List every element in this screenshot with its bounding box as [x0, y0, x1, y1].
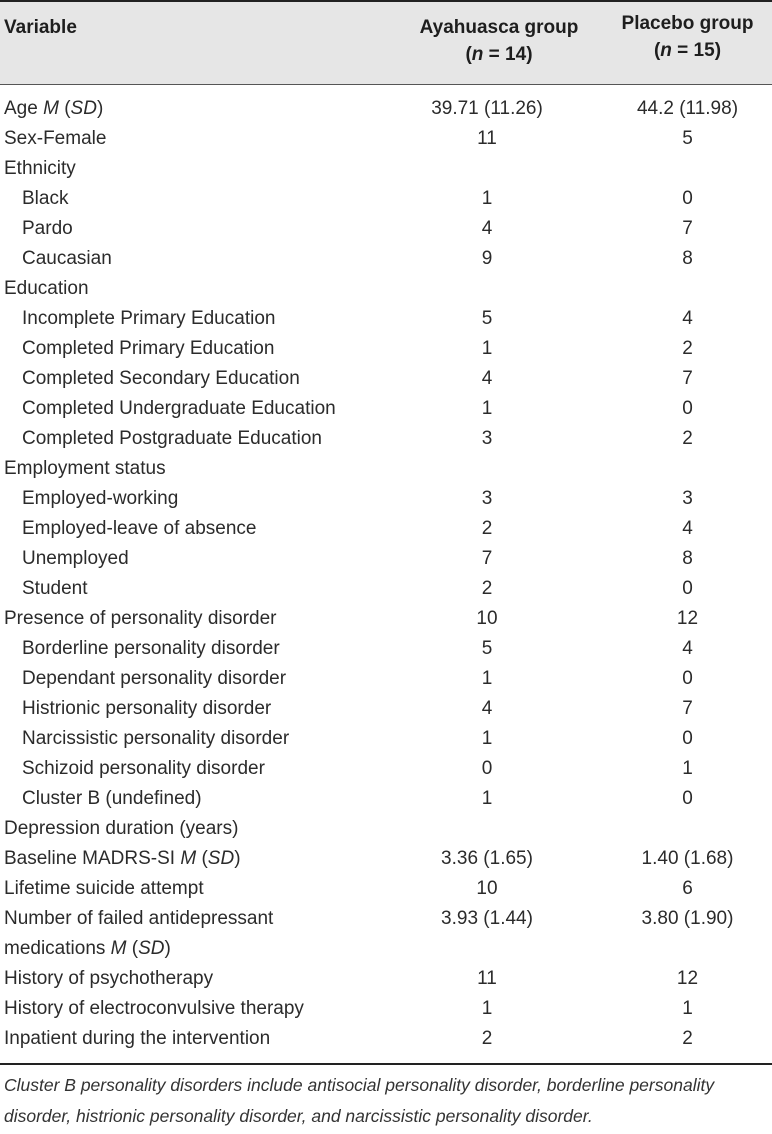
placebo-value: 12 [676, 968, 699, 989]
row-label-text: Incomplete Primary Education [22, 308, 276, 329]
row-label-text: History of psychotherapy [4, 968, 214, 989]
placebo-header-title: Placebo group [621, 13, 754, 34]
placebo-value: 0 [682, 188, 693, 209]
row-label-text: Ethnicity [4, 158, 76, 179]
ayahuasca-value: 1 [481, 188, 493, 209]
placebo-value: 0 [682, 398, 693, 419]
row-label-text: Dependant personality disorder [22, 668, 287, 689]
table-row [0, 124, 772, 154]
table-row [0, 394, 772, 424]
row-label-stat-sd: SD [138, 938, 165, 959]
table-row [0, 364, 772, 394]
column-header-placebo [605, 10, 770, 64]
placebo-value: 8 [682, 248, 693, 269]
table-row [0, 994, 772, 1024]
row-label [4, 94, 103, 124]
row-label-text: Borderline personality disorder [22, 638, 280, 659]
table-row [0, 784, 772, 814]
table-row [0, 694, 772, 724]
row-label [4, 274, 89, 304]
placebo-value: 6 [682, 878, 693, 899]
row-label [22, 784, 202, 814]
row-label-text: Completed Secondary Education [22, 368, 300, 389]
ayahuasca-value: 0 [481, 758, 493, 779]
placebo-value: 3 [682, 488, 693, 509]
placebo-value: 2 [682, 428, 693, 449]
row-label-text: Schizoid personality disorder [22, 758, 265, 779]
row-label-text: Baseline MADRS-SI [4, 848, 181, 869]
placebo-value: 8 [682, 548, 693, 569]
ayahuasca-n-value: = 14) [483, 44, 533, 65]
table-row [0, 664, 772, 694]
row-label-text: Inpatient during the intervention [4, 1028, 271, 1049]
table-row [0, 754, 772, 784]
row-label [22, 244, 112, 274]
row-label [4, 844, 241, 874]
row-label [22, 424, 322, 454]
placebo-value: 0 [682, 578, 693, 599]
row-label [22, 754, 265, 784]
row-label-text: Sex-Female [4, 128, 107, 149]
ayahuasca-header-n: (n = 14) [465, 44, 533, 65]
table-row [0, 634, 772, 664]
placebo-value: 0 [682, 728, 693, 749]
row-label-text: Depression duration (years) [4, 818, 239, 839]
table-row [0, 964, 772, 994]
row-label [22, 394, 336, 424]
table-row [0, 454, 772, 484]
row-label [4, 964, 213, 994]
table-row [0, 214, 772, 244]
row-label-text: History of electroconvulsive therapy [4, 998, 304, 1019]
table-row [0, 874, 772, 904]
placebo-value: 3.80 (1.90) [641, 908, 734, 929]
table-row [0, 424, 772, 454]
row-label-stat-m: M [43, 98, 59, 119]
row-label [22, 304, 275, 334]
row-label-text: Employment status [4, 458, 166, 479]
ayahuasca-value: 3.36 (1.65) [441, 848, 533, 869]
ayahuasca-value: 3 [481, 488, 493, 509]
row-label [4, 154, 76, 184]
row-label [22, 664, 286, 694]
row-label-text: Age [4, 98, 44, 119]
placebo-value: 0 [682, 788, 693, 809]
table-bottom-rule [0, 1063, 772, 1065]
ayahuasca-value: 1 [481, 998, 493, 1019]
row-label-text: Number of failed antidepressant [4, 908, 274, 929]
row-label [4, 454, 166, 484]
row-label [22, 484, 178, 514]
ayahuasca-value: 4 [481, 698, 493, 719]
ayahuasca-value: 1 [481, 788, 493, 809]
table-row [0, 274, 772, 304]
ayahuasca-value: 2 [481, 578, 493, 599]
table-row [0, 604, 772, 634]
row-label [4, 994, 304, 1024]
row-label-text: Caucasian [22, 248, 112, 269]
placebo-value: 0 [682, 668, 693, 689]
ayahuasca-value: 10 [476, 608, 498, 629]
row-label [22, 574, 88, 604]
placebo-value: 2 [682, 338, 693, 359]
placebo-value: 7 [682, 698, 693, 719]
row-label [4, 1024, 270, 1054]
row-label [22, 334, 274, 364]
row-label [22, 634, 280, 664]
table-row [0, 244, 772, 274]
placebo-value: 12 [676, 608, 699, 629]
ayahuasca-header-title: Ayahuasca group [419, 17, 579, 38]
ayahuasca-value: 11 [477, 128, 497, 149]
table-row [0, 514, 772, 544]
row-label [22, 724, 289, 754]
placebo-value: 1.40 (1.68) [641, 848, 734, 869]
row-label-text: Presence of personality disorder [4, 608, 277, 629]
table-row [0, 574, 772, 604]
row-label [4, 124, 106, 154]
ayahuasca-value: 3 [481, 428, 493, 449]
table-row [0, 814, 772, 844]
placebo-value: 1 [682, 998, 693, 1019]
placebo-value: 7 [682, 368, 693, 389]
ayahuasca-value: 11 [477, 968, 497, 989]
placebo-n-label: n [660, 40, 672, 61]
row-label-text: Student [22, 578, 88, 599]
ayahuasca-value: 39.71 (11.26) [431, 98, 543, 119]
table-row [0, 334, 772, 364]
row-label-paren-close: ) [234, 848, 241, 869]
table-row [0, 304, 772, 334]
row-label-paren-open: ( [196, 848, 208, 869]
row-label-text: Completed Undergraduate Education [22, 398, 336, 419]
row-label-text: Lifetime suicide attempt [4, 878, 204, 899]
row-label [4, 874, 204, 904]
ayahuasca-value: 1 [481, 338, 493, 359]
ayahuasca-value: 1 [481, 398, 493, 419]
row-label-paren-close: ) [164, 938, 171, 959]
row-label-paren-open: ( [58, 98, 71, 119]
row-label-text: Pardo [22, 218, 73, 239]
row-label-stat-sd: SD [70, 98, 97, 119]
placebo-value: 5 [682, 128, 693, 149]
row-label-stat-sd: SD [207, 848, 235, 869]
ayahuasca-value: 5 [481, 308, 493, 329]
row-label-text: Education [4, 278, 89, 299]
ayahuasca-n-label: n [471, 44, 484, 65]
ayahuasca-value: 2 [481, 1028, 493, 1049]
ayahuasca-value: 7 [481, 548, 493, 569]
row-label-text: Cluster B (undefined) [22, 788, 202, 809]
table-row [0, 844, 772, 874]
table-row [0, 904, 772, 964]
table-row [0, 1024, 772, 1054]
placebo-value: 7 [682, 218, 693, 239]
table-footnote: Cluster B personality disorders include antisocial personality disorder, borderline personality disorder, histrionic personality disorder, and narcissistic personality disorder. [4, 1075, 715, 1126]
ayahuasca-value: 3.93 (1.44) [441, 908, 533, 929]
row-label [4, 904, 273, 964]
table-row [0, 94, 772, 124]
table-row [0, 724, 772, 754]
row-label-text: Unemployed [22, 548, 129, 569]
row-label [22, 514, 256, 544]
row-label-text: Completed Postgraduate Education [22, 428, 322, 449]
table-header-rule [0, 84, 772, 85]
table-row [0, 184, 772, 214]
row-label-stat-m: M [110, 938, 127, 959]
ayahuasca-value: 9 [481, 248, 493, 269]
placebo-header-n: (n = 15) [653, 40, 722, 61]
row-label [22, 694, 271, 724]
ayahuasca-value: 4 [481, 218, 493, 239]
table-row [0, 154, 772, 184]
placebo-n-value: = 15) [671, 40, 722, 61]
row-label-line2 [4, 934, 273, 964]
placebo-value: 4 [682, 308, 693, 329]
column-header-variable: Variable [4, 17, 77, 38]
row-label [22, 364, 300, 394]
table-row [0, 484, 772, 514]
placebo-value: 1 [682, 758, 693, 779]
column-header-ayahuasca [394, 14, 604, 68]
row-label [4, 604, 276, 634]
ayahuasca-value: 1 [481, 668, 493, 689]
row-label [4, 814, 238, 844]
row-label [22, 184, 68, 214]
row-label [22, 214, 73, 244]
row-label-text: Employed-working [22, 488, 179, 509]
ayahuasca-value: 2 [481, 518, 493, 539]
row-label-line1 [4, 904, 273, 934]
placebo-value: 2 [682, 1028, 693, 1049]
ayahuasca-value: 4 [481, 368, 493, 389]
row-label-paren-close: ) [96, 98, 104, 119]
table-top-rule [0, 0, 772, 2]
placebo-value: 4 [682, 638, 693, 659]
row-label-text: Black [22, 188, 69, 209]
placebo-value: 44.2 (11.98) [636, 98, 739, 119]
ayahuasca-value: 5 [481, 638, 493, 659]
row-label-text-line2: medications [4, 938, 111, 959]
row-label-text: Completed Primary Education [22, 338, 275, 359]
placebo-value: 4 [682, 518, 693, 539]
row-label-paren-open: ( [126, 938, 139, 959]
table-row [0, 544, 772, 574]
row-label-text: Narcissistic personality disorder [22, 728, 290, 749]
row-label-text: Employed-leave of absence [22, 518, 257, 539]
row-label-text: Histrionic personality disorder [22, 698, 272, 719]
ayahuasca-value: 10 [476, 878, 498, 899]
row-label [22, 544, 129, 574]
row-label-stat-m: M [180, 848, 197, 869]
ayahuasca-value: 1 [481, 728, 493, 749]
